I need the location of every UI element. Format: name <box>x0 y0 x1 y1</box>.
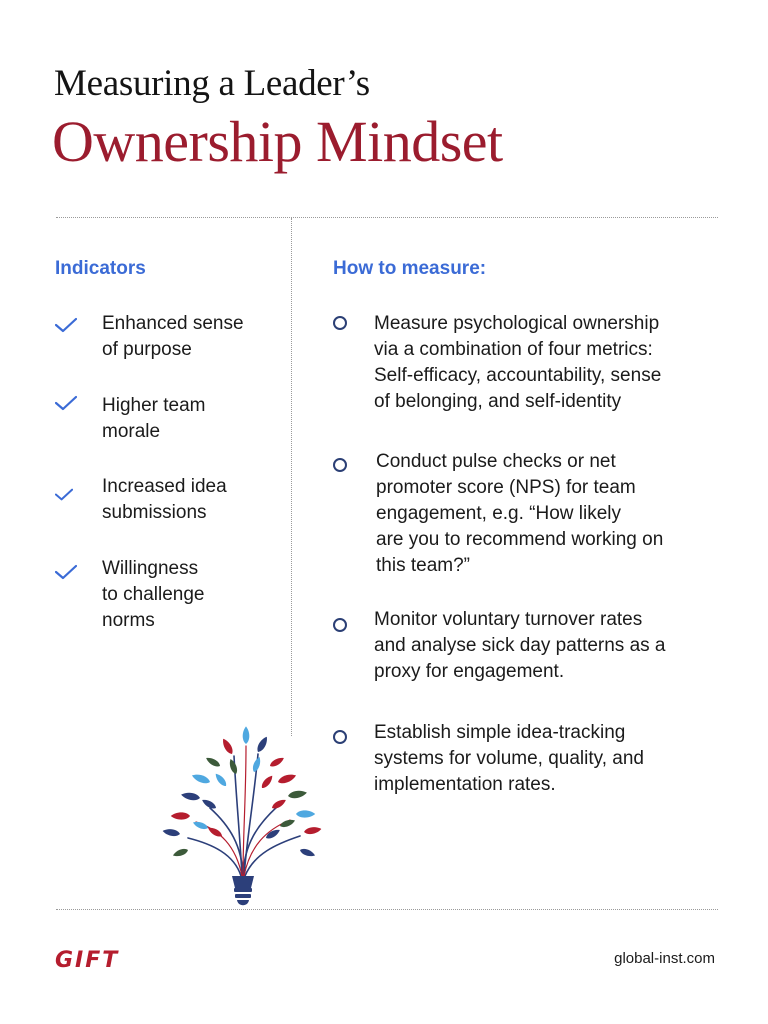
measure-line: implementation rates. <box>374 774 556 795</box>
indicator-line: submissions <box>102 502 207 523</box>
measure-line: via a combination of four metrics: <box>374 339 653 360</box>
measure-line: are you to recommend working on <box>376 529 664 550</box>
indicators-heading: Indicators <box>55 258 146 279</box>
indicator-line: to challenge <box>102 584 205 605</box>
measure-line: Measure psychological ownership <box>374 313 660 334</box>
measure-line: Establish simple idea-tracking <box>374 722 626 743</box>
measure-line: systems for volume, quality, and <box>374 748 644 769</box>
bottom-divider <box>56 909 718 910</box>
lightbulb-tree-illustration <box>150 726 336 912</box>
gift-logo: GIFT <box>55 948 120 973</box>
measure-line: Monitor voluntary turnover rates <box>374 609 643 630</box>
checkmark-icon <box>55 317 77 333</box>
measure-line: proxy for engagement. <box>374 661 565 682</box>
measure-line: promoter score (NPS) for team <box>376 477 636 498</box>
indicator-line: Willingness <box>102 558 199 579</box>
indicator-line: Higher team <box>102 395 206 416</box>
checkmark-icon <box>55 488 73 501</box>
top-divider <box>56 217 718 218</box>
measure-line: Conduct pulse checks or net <box>376 451 616 472</box>
measure-line: and analyse sick day patterns as a <box>374 635 666 656</box>
measure-line: this team?” <box>376 555 470 576</box>
indicator-line: morale <box>102 421 161 442</box>
checkmark-icon <box>55 564 77 580</box>
indicator-line: norms <box>102 610 155 631</box>
indicator-line: of purpose <box>102 339 192 360</box>
circle-bullet-icon <box>333 458 347 472</box>
measure-line: of belonging, and self-identity <box>374 391 622 412</box>
indicator-line: Increased idea <box>102 476 227 497</box>
measure-line: Self-efficacy, accountability, sense <box>374 365 662 386</box>
website-link[interactable]: global-inst.com <box>614 950 715 967</box>
circle-bullet-icon <box>333 316 347 330</box>
title-line-2: Ownership Mindset <box>52 109 503 174</box>
indicator-line: Enhanced sense <box>102 313 244 334</box>
column-divider <box>291 218 292 736</box>
how-to-measure-heading: How to measure: <box>333 258 487 279</box>
checkmark-icon <box>55 395 77 411</box>
title-line-1: Measuring a Leader’s <box>54 63 370 104</box>
circle-bullet-icon <box>333 618 347 632</box>
measure-line: engagement, e.g. “How likely <box>376 503 622 524</box>
